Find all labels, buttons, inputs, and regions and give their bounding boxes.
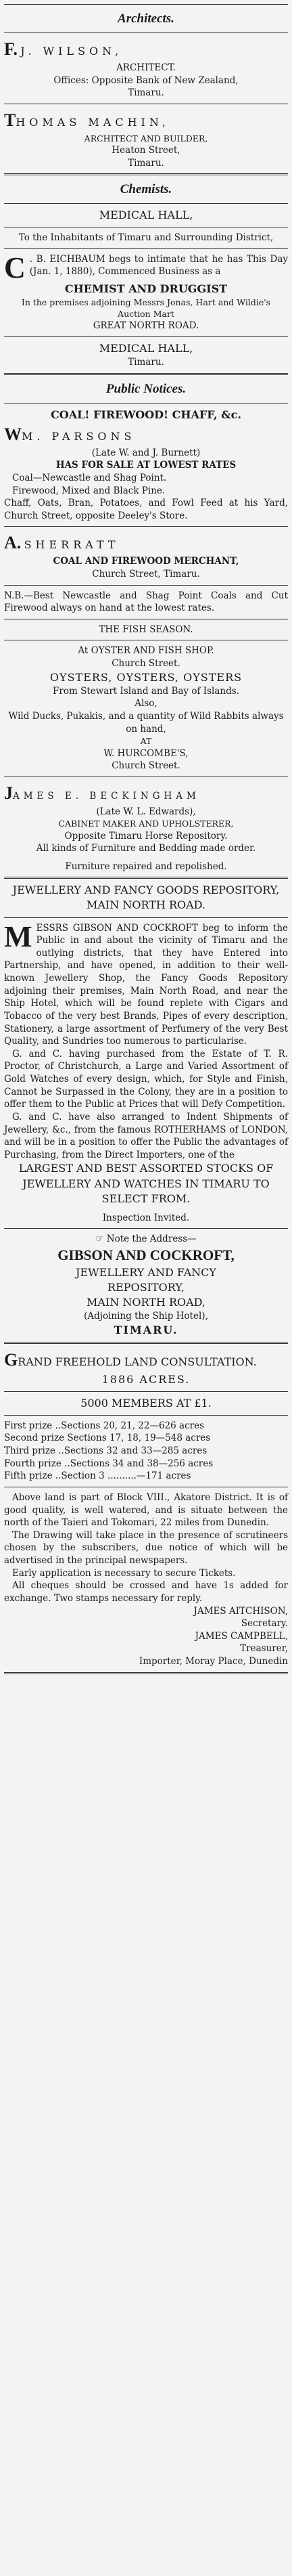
ad-sherratt (4, 531, 288, 614)
ad-also: Also, (135, 698, 157, 710)
prize-text: ..Sections 32 and 33—285 acres (58, 1445, 208, 1457)
advertiser-name: AMES E. BECKINGHAM (13, 790, 200, 802)
ad-line: Chaff, Oats, Bran, Potatoes, and Fowl Feed at his Yard, Church Street, opposite Deeley's Store. (4, 498, 288, 521)
ad-at: AT (140, 736, 152, 747)
initial: J (4, 783, 13, 803)
divider (4, 1391, 288, 1392)
ad-title: COAL! FIREWOOD! CHAFF, &c. (51, 408, 241, 421)
advertiser-name: M. PARSONS (22, 429, 136, 443)
treasurer-address: Importer, Moray Place, Dunedin (139, 1656, 288, 1667)
initial: M (4, 919, 32, 953)
advertiser-name: SHERRATT (24, 538, 120, 552)
divider (4, 173, 288, 175)
ad-premises: In the premises adjoining Messrs Jonas, Hart and Wildie's Auction Mart (21, 297, 271, 320)
ad-beckingham (4, 781, 288, 873)
ad-wilson (4, 37, 288, 100)
ad-address: Opposite Timaru Horse Repository. (64, 830, 228, 842)
ad-trade: CHEMIST AND DRUGGIST (64, 282, 228, 295)
prize-text: ..Sections 20, 21, 22—626 acres (55, 1420, 204, 1431)
ad-sale: HAS FOR SALE AT LOWEST RATES (55, 460, 237, 471)
ad-paragraph: G. and C. having purchased from the Estate of T. R. Proctor, of Christchurch, a Large and Varied Assortment of Gold Watches of every design, which, for Style and Finish, Cannot be Surpassed in the Colony, they are in a position to offer them to the Public at Prices that will Defy Competition. (4, 1048, 288, 1110)
section-heading-public-notices: Public Notices. (105, 381, 187, 396)
ad-title: RAND FREEHOLD LAND CONSULTATION. (18, 1355, 257, 1368)
ad-paragraph: ESSRS GIBSON AND COCKROFT beg to inform the Public in and about the vicinity of Timaru and the outlying districts, that they have Entered into Partnership, and have opened, in addition to their well-known Jewellery Shop, the Fancy Goods Repository adjoining their premises, Main North Road, and near the Ship Hotel, which will be found replete with Cigars and Tobacco of the very best Brands, Pipes of every description, Stationery, a large assortment of Perfumery of the very Best Quality, and Sundries too numerous to particularise. (4, 922, 288, 1047)
ad-from: From Stewart Island and Bay of Islands. (53, 685, 239, 697)
ad-jewellery (4, 883, 288, 1337)
prize-text: ..Sections 34 and 38—256 acres (64, 1458, 214, 1469)
newspaper-column (0, 4, 292, 2576)
ad-title: ARCHITECT AND BUILDER, (84, 133, 208, 144)
initial: A. (4, 533, 22, 553)
prize-row (4, 1445, 288, 1458)
ad-town: TIMARU. (114, 1323, 178, 1336)
ad-trade: COAL AND FIREWOOD MERCHANT, (53, 556, 239, 567)
ad-parsons (4, 408, 288, 523)
ad-paragraph: The Drawing will take place in the presence of scrutineers chosen by the subscribers, due notice of which will be advertised in the principal newspapers. (4, 1529, 288, 1567)
ad-owner: W. HURCOMBE'S, (103, 747, 189, 759)
treasurer-name: JAMES CAMPBELL, (195, 1630, 288, 1642)
ad-late: (Late W. L. Edwards), (96, 806, 196, 817)
ad-acres: 1886 ACRES. (101, 1372, 191, 1386)
ad-firm-line: JEWELLERY AND FANCY (76, 1265, 216, 1279)
divider (4, 373, 288, 375)
ad-nb: N.B.—Best Newcastle and Shag Point Coals and Cut Firewood always on hand at the lowest rates. (4, 590, 288, 614)
prize-text: ..Section 3 ..........—171 acres (55, 1470, 191, 1482)
ad-street: Church Street, Timaru. (92, 568, 200, 580)
ad-street: Heaton Street, (112, 144, 180, 156)
divider (4, 4, 288, 5)
divider (4, 585, 288, 586)
ad-land-consultation (4, 1348, 288, 1668)
initial: T (4, 110, 16, 130)
ad-road: MAIN NORTH ROAD. (87, 898, 205, 912)
ad-town: Timaru. (128, 157, 164, 169)
ad-intro: To the Inhabitants of Timaru and Surrounding District, (18, 232, 274, 244)
ad-paragraph: All cheques should be crossed and have 1s added for exchange. Two stamps necessary for reply. (4, 1580, 288, 1604)
divider (4, 203, 288, 204)
secretary-name: JAMES AITCHISON, (193, 1605, 288, 1617)
ad-road: GREAT NORTH ROAD. (93, 320, 199, 332)
prize-list (4, 1420, 288, 1483)
ad-road: MAIN NORTH ROAD, (87, 1296, 205, 1309)
section-heading-chemists: Chemists. (120, 182, 172, 197)
prize-row (4, 1432, 288, 1445)
prize-row (4, 1420, 288, 1433)
ad-paragraph: Above land is part of Block VIII., Akatore District. It is of good quality, is well watered, and is situate between the north of the Taieri and Tokomari, 22 miles from Dunedin. (4, 1491, 288, 1529)
ad-stock: All kinds of Furniture and Bedding made order. (36, 843, 256, 854)
prize-row (4, 1458, 288, 1470)
initial: W (4, 424, 22, 444)
ad-trade: CABINET MAKER AND UPHOLSTERER, (58, 818, 234, 829)
divider (4, 1415, 288, 1416)
ad-members: 5000 MEMBERS AT £1. (80, 1396, 212, 1410)
pointing-hand-icon: ☞ (95, 1234, 107, 1245)
ad-firm-line: REPOSITORY, (107, 1280, 185, 1294)
divider (4, 336, 288, 337)
ad-inspect: Inspection Invited. (102, 1212, 190, 1223)
ad-street: Church Street. (112, 658, 180, 670)
prize-label: Fourth prize (4, 1458, 62, 1469)
ad-oysters: OYSTERS, OYSTERS, OYSTERS (49, 670, 243, 684)
divider (4, 1342, 288, 1344)
ad-shop: At OYSTER AND FISH SHOP. (78, 645, 214, 657)
prize-label: Fifth prize (4, 1470, 53, 1482)
divider (4, 877, 288, 879)
ad-paragraph: Early application is necessary to secure Tickets. (12, 1567, 236, 1579)
divider (4, 526, 288, 527)
ad-machin (4, 108, 288, 169)
prize-text: Sections 17, 18, 19—548 acres (67, 1433, 211, 1444)
secretary-title: Secretary. (241, 1618, 288, 1630)
divider (4, 1672, 288, 1674)
ad-note: Note the Address— (106, 1234, 197, 1245)
ad-title: JEWELLERY AND FANCY GOODS REPOSITORY, (12, 883, 280, 897)
ad-fish (4, 624, 288, 772)
prize-label: Second prize (4, 1433, 65, 1444)
ad-line: Coal—Newcastle and Shag Point. (12, 472, 167, 483)
ad-repair: Furniture repaired and repolished. (65, 860, 227, 872)
ad-address: Offices: Opposite Bank of New Zealand, (53, 74, 239, 86)
section-heading-architects: Architects. (118, 12, 174, 26)
initial: G (4, 1349, 18, 1370)
initial: C (4, 250, 26, 284)
treasurer-title: Treasurer, (240, 1643, 288, 1655)
ad-title: MEDICAL HALL, (99, 342, 193, 355)
ad-title: MEDICAL HALL, (99, 209, 193, 222)
ad-town: Timaru. (128, 357, 164, 368)
ad-paragraph: G. and C. have also arranged to Indent Shipments of Jewellery, &c., from the famous ROTHERHAMS of LONDON, and will be in a position to offer the Public the advantages of Purchasing, from the Direct Importers, one of the (4, 1111, 288, 1160)
ad-body: . B. EICHBAUM begs to intimate that he has This Day (Jan. 1, 1880), Commenced Business as a (29, 253, 288, 278)
ad-late: (Late W. and J. Burnett) (91, 447, 201, 458)
advertiser-name: J. WILSON, (20, 45, 123, 58)
prize-label: First prize (4, 1420, 53, 1431)
ad-title: THE FISH SEASON. (99, 624, 193, 635)
prize-row (4, 1470, 288, 1483)
ad-title: ARCHITECT. (116, 62, 176, 73)
divider (4, 1228, 288, 1229)
divider (4, 248, 288, 249)
ad-eichbaum (4, 208, 288, 369)
ad-street: Church Street. (112, 760, 180, 772)
ad-line: Firewood, Mixed and Black Pine. (12, 485, 166, 496)
advertiser-name: HOMAS MACHIN, (16, 115, 170, 129)
initial: F. (4, 39, 18, 59)
ad-town: Timaru. (128, 87, 164, 99)
ad-firm: GIBSON AND COCKROFT, (57, 1246, 235, 1263)
divider (4, 32, 288, 33)
prize-label: Third prize (4, 1445, 55, 1457)
divider (4, 917, 288, 918)
ad-largest: LARGEST AND BEST ASSORTED STOCKS OF JEWELLERY AND WATCHES IN TIMARU TO SELECT FROM. (18, 1162, 274, 1205)
ad-game: Wild Ducks, Pukakis, and a quantity of Wild Rabbits always on hand, (8, 711, 284, 735)
ad-adjoining: (Adjoining the Ship Hotel), (84, 1311, 208, 1322)
